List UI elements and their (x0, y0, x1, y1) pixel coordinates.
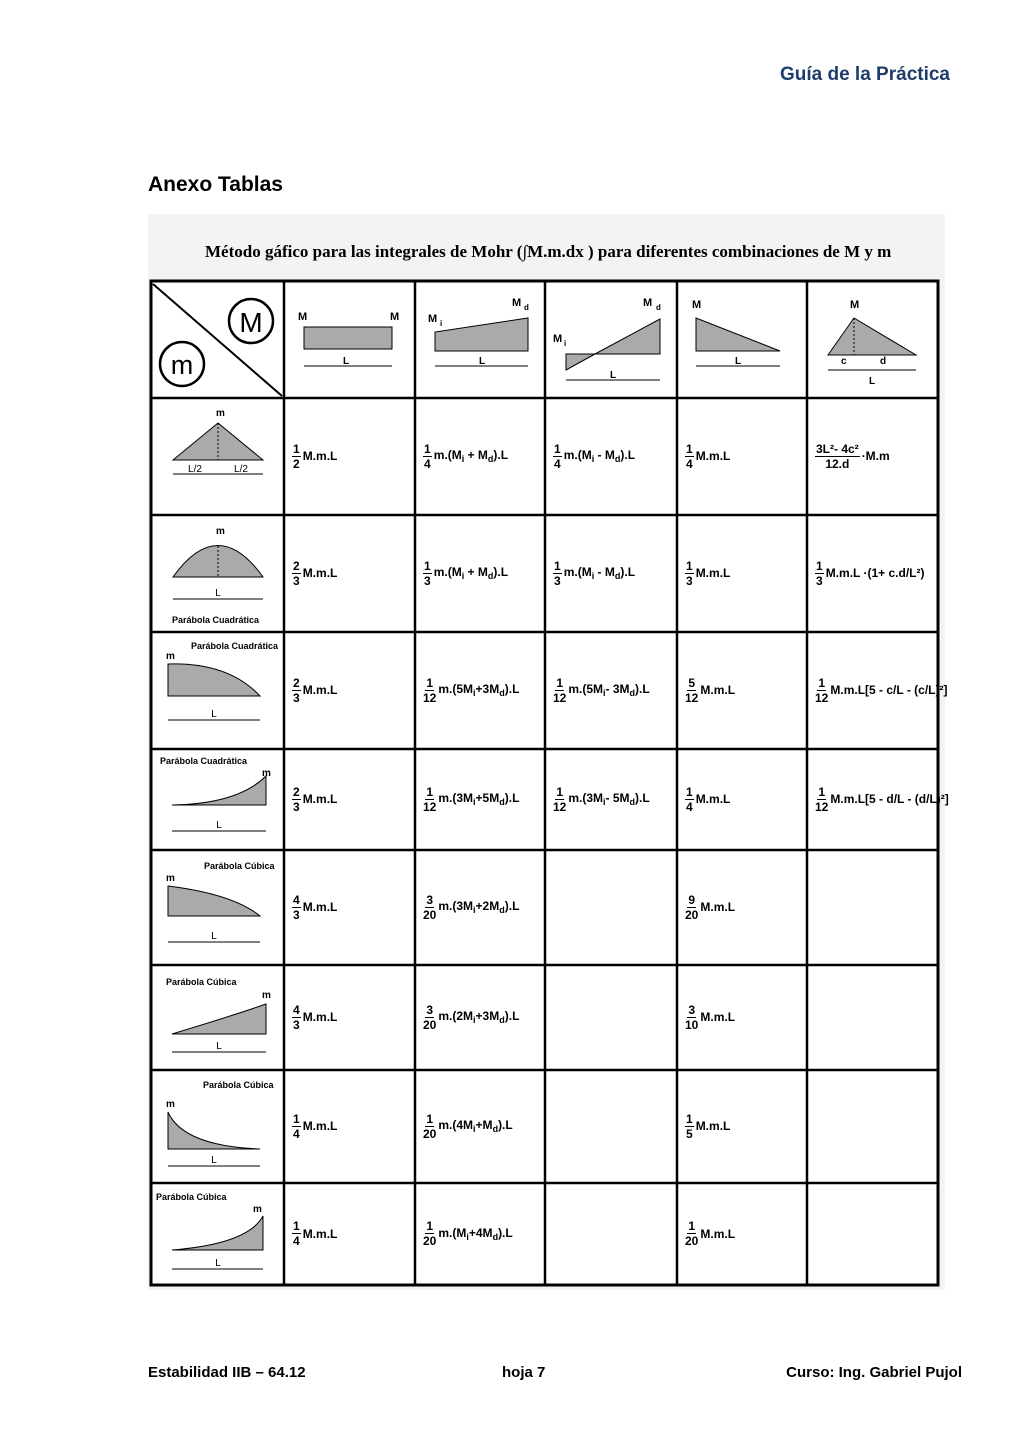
fraction: $\frac{4}{3}$ (293, 892, 300, 922)
svg-text:L: L (215, 1258, 221, 1269)
page-header-title: Guía de la Práctica (779, 64, 950, 85)
formula-cell (685, 677, 735, 704)
formula-text: $m.(5M_i+3M_d).L$ (438, 682, 520, 698)
formula-text: $m.(M_i+4M_d).L$ (438, 1225, 513, 1242)
formula-text: M.m.L (695, 566, 731, 580)
svg-text:m: m (166, 873, 175, 884)
svg-text:L: L (216, 820, 222, 831)
row-label-6: Parábola Cúbica (203, 1080, 274, 1090)
formula-cell (423, 1113, 513, 1140)
formula-text: M.m.L (695, 792, 731, 806)
formula-cell (292, 560, 337, 587)
fraction: $\frac{1}{12}$ (423, 784, 437, 814)
svg-text:m: m (253, 1204, 262, 1215)
svg-text:L: L (868, 376, 876, 387)
formula-cell (815, 677, 947, 704)
formula-cell (685, 786, 730, 813)
formula-cell (685, 894, 735, 921)
fraction: $\frac{1}{3}$ (686, 558, 693, 588)
fraction: $\frac{4}{3}$ (293, 1002, 300, 1032)
formula-cell (685, 1004, 735, 1031)
table-title: Método gáfico para las integrales de Mohr (∫M.m.dx ) para diferentes combinaciones de M y m (205, 242, 892, 261)
svg-text:L: L (211, 709, 217, 720)
fraction: $\frac{1}{3}$ (816, 558, 823, 588)
fraction: $\frac{1}{4}$ (293, 1111, 300, 1141)
fraction: $\frac{1}{2}$ (293, 441, 300, 471)
fraction: $\frac{1}{12}$ (423, 675, 437, 705)
formula-text: M.m.L (302, 1010, 338, 1024)
svg-text:M: M (553, 333, 563, 345)
svg-text:M: M (428, 313, 438, 325)
formula-cell (292, 1004, 337, 1031)
fraction: $\frac{2}{3}$ (293, 558, 300, 588)
fraction: $\frac{1}{3}$ (554, 558, 561, 588)
svg-text:d: d (524, 303, 529, 312)
formula-text: $m.(M_i + M_d).L$ (433, 565, 509, 581)
svg-text:M: M (692, 299, 702, 311)
svg-text:M: M (298, 311, 308, 323)
fraction: $\frac{1}{12}$ (553, 675, 567, 705)
formula-text: M.m.L (302, 683, 338, 697)
fraction: $\frac{1}{20}$ (685, 1219, 699, 1248)
formula-text: $m.(3M_i-$ $5M_d).L$ (568, 791, 650, 807)
formula-text: M.m.L (695, 449, 731, 463)
svg-text:L: L (215, 588, 221, 599)
svg-text:c: c (841, 356, 847, 367)
footer-instructor: Curso: Ing. Gabriel Pujol (786, 1364, 962, 1381)
svg-text:L: L (734, 356, 742, 367)
fraction: $\frac{2}{3}$ (293, 675, 300, 705)
fraction: $\frac{3}{10}$ (685, 1002, 699, 1032)
formula-cell (292, 894, 337, 921)
formula-text: $m.(2M_i+3M_d).L$ (438, 1009, 520, 1025)
formula-cell (292, 786, 337, 813)
row-label-3: Parábola Cuadrática (160, 756, 248, 766)
fraction: $\frac{1}{5}$ (686, 1111, 693, 1141)
svg-text:i: i (440, 319, 443, 328)
fraction: $\frac{2}{3}$ (293, 784, 300, 814)
formula-text: M.m.L (695, 1119, 731, 1133)
svg-text:L: L (609, 370, 617, 381)
table-grid (148, 214, 948, 1290)
row-label-2: Parábola Cuadrática (191, 641, 279, 651)
fraction: $\frac{1}{20}$ (423, 1219, 437, 1248)
formula-cell (553, 677, 650, 704)
formula-cell (423, 1220, 513, 1247)
formula-text: M.m.L (302, 1226, 338, 1241)
formula-text: M.m.L (302, 1119, 338, 1133)
formula-text: M.m.L (700, 1010, 736, 1024)
svg-text:L: L (211, 1155, 217, 1166)
svg-text:m: m (166, 651, 175, 662)
formula-text: $m.(4M_i+M_d).L$ (438, 1118, 513, 1134)
formula-cell (685, 1220, 735, 1247)
formula-cell (423, 894, 519, 921)
formula-cell (292, 677, 337, 704)
formula-text: $m.(3M_i+5M_d).L$ (438, 791, 520, 807)
formula-text: M.m.L[5 - c/L - (c/L)²] (830, 683, 948, 697)
fraction: $\frac{1}{12}$ (815, 784, 829, 814)
formula-text: $m.(M_i - M_d).L$ (563, 448, 636, 464)
formula-cell (685, 443, 730, 470)
formula-text: M.m.L ·(1+ c.d/L²) (825, 566, 925, 580)
svg-text:M: M (643, 297, 653, 309)
footer-page: hoja 7 (502, 1364, 546, 1381)
formula-cell (553, 560, 635, 587)
fraction: $\frac{5}{12}$ (685, 675, 699, 705)
fraction: $\frac{1}{4}$ (293, 1219, 300, 1248)
fraction: $\frac{1}{20}$ (423, 1111, 437, 1141)
svg-text:m: m (166, 1099, 175, 1110)
svg-text:L/2: L/2 (234, 464, 248, 475)
formula-text: M.m.L (700, 900, 736, 914)
fraction: $\frac{1}{4}$ (686, 441, 693, 471)
formula-cell (292, 443, 337, 470)
row-label-1: Parábola Cuadrática (172, 615, 260, 625)
row-label-5: Parábola Cúbica (166, 977, 237, 987)
formula-text: $m.(3M_i+2M_d).L$ (438, 899, 520, 915)
formula-text: $m.(M_i - M_d).L$ (563, 565, 636, 581)
svg-text:L/2: L/2 (188, 464, 202, 475)
formula-cell (423, 677, 519, 704)
formula-cell (553, 443, 635, 470)
formula-text: M.m.L (302, 900, 338, 914)
svg-text:L: L (478, 356, 486, 367)
fraction: $\frac{3}{20}$ (423, 1002, 437, 1032)
svg-text:m: m (216, 526, 225, 537)
fraction: $\frac{1}{12}$ (815, 675, 829, 705)
formula-cell (685, 560, 730, 587)
svg-text:m: m (262, 990, 271, 1001)
formula-text: M.m.L (700, 683, 736, 697)
formula-text: ·M.m (861, 449, 890, 463)
formula-text: M.m.L (302, 449, 338, 463)
corner-M: M (239, 307, 263, 338)
formula-text: M.m.L (302, 792, 338, 806)
fraction: $\frac{1}{3}$ (424, 558, 431, 588)
svg-text:M: M (512, 297, 522, 309)
row-label-4: Parábola Cúbica (204, 861, 275, 871)
mohr-integrals-table (148, 214, 949, 1290)
svg-text:d: d (656, 303, 661, 312)
corner-m: m (170, 350, 194, 380)
formula-cell (815, 786, 949, 813)
formula-cell (292, 1113, 337, 1140)
fraction: $\frac{1}{4}$ (424, 441, 431, 471)
formula-cell (815, 443, 890, 470)
svg-text:M: M (850, 299, 860, 311)
section-title: Anexo Tablas (148, 173, 283, 196)
svg-text:M: M (390, 311, 400, 323)
formula-text: M.m.L (302, 566, 338, 580)
svg-text:d: d (880, 356, 887, 367)
fraction: $\frac{1}{4}$ (686, 784, 693, 814)
formula-cell (423, 1004, 519, 1031)
svg-text:L: L (216, 1041, 222, 1052)
formula-cell (423, 786, 519, 813)
formula-cell (815, 560, 924, 587)
formula-cell (292, 1220, 337, 1247)
formula-cell (685, 1113, 730, 1140)
formula-cell (553, 786, 650, 813)
formula-text: $m.(5M_i-$ $3M_d).L$ (568, 682, 650, 698)
svg-text:L: L (342, 356, 350, 367)
footer-course-code: Estabilidad IIB – 64.12 (148, 1364, 306, 1381)
svg-text:i: i (564, 339, 567, 348)
svg-text:m: m (216, 408, 225, 419)
fraction: $\frac{9}{20}$ (685, 892, 699, 922)
formula-cell (423, 560, 508, 587)
svg-text:m: m (262, 768, 271, 779)
formula-cell (423, 443, 508, 470)
fraction: $\frac{3}{20}$ (423, 892, 437, 922)
formula-text: $m.(M_i + M_d).L$ (433, 448, 509, 464)
fraction: $\frac{1}{12}$ (553, 784, 567, 814)
fraction: $\frac{\text{3L²- 4c²}}{12.d}$ (816, 441, 859, 471)
formula-text: M.m.L[5 - d/L - (d/L)²] (830, 792, 949, 806)
formula-text: M.m.L (700, 1226, 736, 1241)
fraction: $\frac{1}{4}$ (554, 441, 561, 471)
svg-text:L: L (211, 931, 217, 942)
row-label-7: Parábola Cúbica (156, 1192, 227, 1202)
